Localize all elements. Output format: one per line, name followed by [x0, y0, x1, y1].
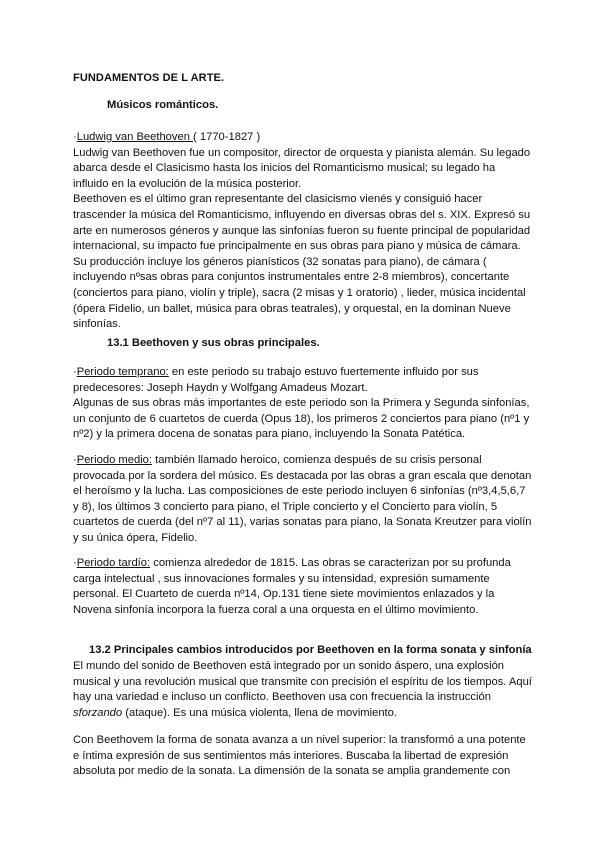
section-13-2-heading: 13.2 Principales cambios introducidos por Beethoven en la forma sonata y sinfonía — [89, 644, 532, 656]
early-period-section — [73, 365, 533, 443]
intro-section — [73, 130, 533, 333]
late-period-bullet: · — [73, 557, 77, 569]
early-period-works: Algunas de sus obras más importantes de este periodo son la Primera y Segunda sinfonías, un conjunto de 6 cuartetos de cuerda (Opus 18), los primeros 2 conciertos para piano (nº1 y nº2) y la primera docena de sonatas para piano, incluyendo la Sonata Patética. — [73, 397, 530, 441]
document-title: FUNDAMENTOS DE L ARTE. — [73, 72, 225, 84]
intro-paragraph-2: Beethoven es el último gran representante del clasicismo vienés y consiguió hacer trascender la música del Romanticismo, influyendo en diversas obras del s. XIX. Expresó su arte en numerosos géneros y aunque las sinfonías fueron su fuente principal de popularidad internacional, su impacto fue principalmente en sus obras para piano y música de cámara. — [73, 193, 531, 253]
early-period-bullet: · — [73, 366, 77, 378]
late-period-paragraph — [73, 556, 533, 618]
sforzando-term: sforzando — [73, 706, 123, 719]
sound-world-text-end: (ataque). Es una música violenta, llena de movimiento. — [122, 706, 397, 719]
beethoven-dates: ( 1770-1827 ) — [193, 131, 261, 143]
section-13-2-body — [73, 659, 533, 721]
document-subtitle: Músicos románticos. — [107, 99, 219, 111]
early-period-label: Periodo temprano: — [76, 366, 169, 378]
intro-bullet: · — [73, 131, 77, 143]
sound-world-text: El mundo del sonido de Beethoven está integrado por un sonido áspero, una explosión musical y una revolución musical que transmite con precisión el espíritu de los tiempos. Aquí hay una variedad e incluso un conflicto. Beethoven usa con frecuencia la instrucción — [73, 660, 532, 704]
early-period-paragraph — [73, 365, 533, 396]
sonata-form-section — [73, 733, 533, 780]
intro-heading-line — [73, 130, 533, 146]
middle-period-paragraph — [73, 453, 533, 547]
middle-period-text: también llamado heroico, comienza después de su crisis personal provocada por la sordera del músico. Es destacada por las obras a gran escala que denotan el heroísmo y la lucha. Las composiciones de este periodo incluyen 6 sinfonías (nº3,4,5,6,7 y 8), los últimos 3 concierto para piano, el Triple concierto y el Concierto para violín, 5 cuartetos de cuerda (del nº7 al 11), varias sonatas para piano, la Sonata Kreutzer para violín y su única ópera, Fidelio. — [73, 454, 532, 544]
sonata-form-paragraph: Con Beethovem la forma de sonata avanza a un nivel superior: la transformó a una potente e íntima expresión de sus sentimientos más interiores. Buscaba la libertad de expresión absoluta por medio de la sonata. La dimensión de la sonata se amplia grandemente con — [73, 734, 526, 778]
early-period-text: en este periodo su trabajo estuvo fuertemente influido por sus predecesores: Joseph Haydn y Wolfgang Amadeus Mozart. — [73, 366, 479, 394]
late-period-label: Periodo tardío: — [76, 557, 151, 569]
late-period-section — [73, 556, 533, 618]
beethoven-name-link[interactable]: Ludwig van Beethoven — [76, 131, 194, 143]
middle-period-section — [73, 453, 533, 547]
intro-paragraph-1: Ludwig van Beethoven fue un compositor, director de orquesta y pianista alemán. Su legado abarca desde el Clasicismo hasta los inicios del Romanticismo musical; su legado ha influido en la evolución de la música posterior. — [73, 146, 531, 190]
middle-period-bullet: · — [73, 454, 77, 466]
sound-world-paragraph — [73, 659, 533, 721]
intro-paragraph-3: Su producción incluye los géneros pianísticos (32 sonatas para piano), de cámara ( incluyendo nºsas obras para conjuntos instrumentales entre 2-8 miembros), concertante (conciertos para piano, violín y triple), sacra (2 misas y 1 oratorio) , lieder, música incidental (ópera Fidelio, un ballet, música para obras teatrales), y orquestal, en la dominan Nueve sinfonías. — [73, 255, 526, 331]
middle-period-label: Periodo medio: — [76, 454, 152, 466]
section-13-1-heading: 13.1 Beethoven y sus obras principales. — [107, 337, 320, 349]
late-period-text: comienza alrededor de 1815. Las obras se caracterizan por su profunda carga intelectual , sus innovaciones formales y su intensidad, expresión sumamente personal. El Cuarteto de cuerda nº14, Op.131 tiene siete movimientos enlazados y la Novena sinfonía incorpora la fuerza coral a una orquesta en el último movimiento. — [73, 557, 511, 616]
